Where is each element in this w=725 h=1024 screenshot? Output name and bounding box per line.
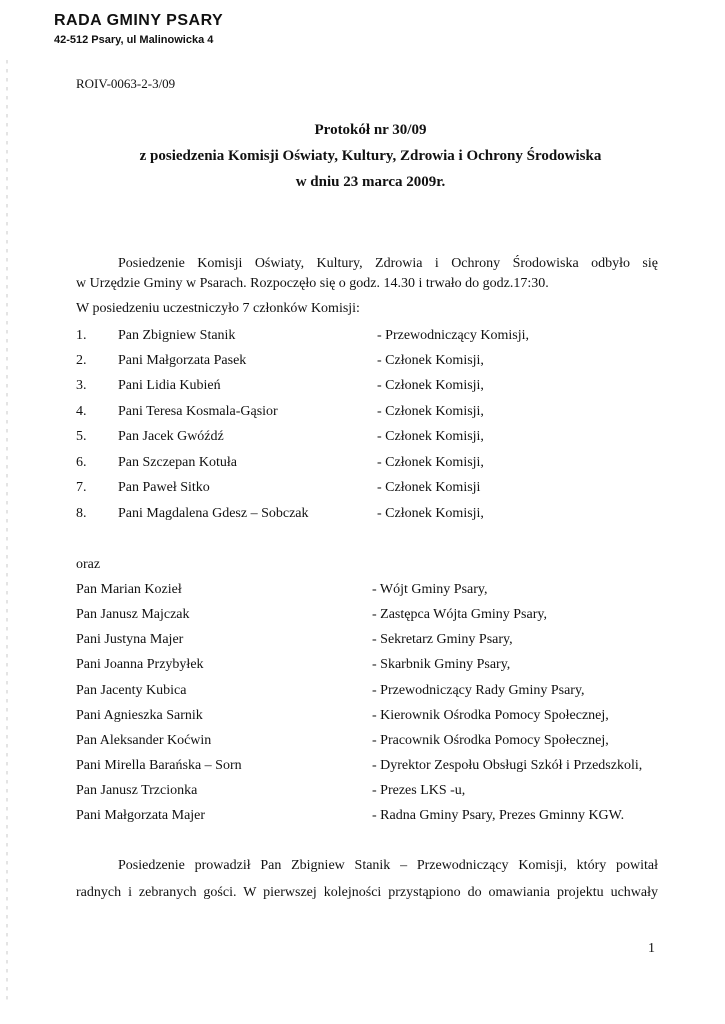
guest-role: - Radna Gminy Psary, Prezes Gminny KGW. bbox=[372, 808, 625, 823]
guest-role: - Zastępca Wójta Gminy Psary, bbox=[372, 607, 547, 622]
member-number: 4. bbox=[76, 404, 87, 419]
protocol-title: Protokół nr 30/09 bbox=[314, 122, 427, 138]
guest-role: - Przewodniczący Rady Gminy Psary, bbox=[372, 683, 585, 698]
guest-name: Pan Aleksander Koćwin bbox=[76, 733, 212, 748]
member-role: - Członek Komisji, bbox=[377, 455, 484, 470]
member-name: Pan Zbigniew Stanik bbox=[118, 328, 236, 343]
member-number: 7. bbox=[76, 480, 87, 495]
member-name: Pani Magdalena Gdesz – Sobczak bbox=[118, 506, 309, 521]
member-number: 8. bbox=[76, 506, 87, 521]
guest-name: Pan Jacenty Kubica bbox=[76, 683, 187, 698]
member-number: 5. bbox=[76, 429, 87, 444]
member-role: - Członek Komisji bbox=[377, 480, 481, 495]
guest-role: - Skarbnik Gminy Psary, bbox=[372, 657, 511, 672]
member-number: 6. bbox=[76, 455, 87, 470]
guest-name: Pani Agnieszka Sarnik bbox=[76, 708, 203, 723]
intro-line-3: W posiedzeniu uczestniczyło 7 członków Komisji: bbox=[76, 301, 360, 316]
guest-name: Pani Justyna Majer bbox=[76, 632, 184, 647]
member-name: Pan Jacek Gwóźdź bbox=[118, 429, 224, 444]
member-role: - Członek Komisji, bbox=[377, 429, 484, 444]
member-role: - Członek Komisji, bbox=[377, 506, 484, 521]
guest-name: Pan Marian Kozieł bbox=[76, 582, 182, 597]
guest-role: - Prezes LKS -u, bbox=[372, 783, 466, 798]
protocol-subtitle: z posiedzenia Komisji Oświaty, Kultury, Zdrowia i Ochrony Środowiska bbox=[139, 148, 602, 164]
member-number: 2. bbox=[76, 353, 87, 368]
member-number: 3. bbox=[76, 378, 87, 393]
guest-role: - Kierownik Ośrodka Pomocy Społecznej, bbox=[372, 708, 609, 723]
member-role: - Przewodniczący Komisji, bbox=[377, 328, 530, 343]
member-role: - Członek Komisji, bbox=[377, 378, 484, 393]
member-name: Pani Teresa Kosmala-Gąsior bbox=[118, 404, 278, 419]
guest-name: Pani Małgorzata Majer bbox=[76, 808, 206, 823]
member-number: 1. bbox=[76, 328, 87, 343]
page-number: 1 bbox=[648, 941, 655, 956]
guest-role: - Wójt Gminy Psary, bbox=[372, 582, 488, 597]
closing-paragraph bbox=[76, 852, 658, 906]
member-name: Pani Małgorzata Pasek bbox=[118, 353, 247, 368]
oraz-label: oraz bbox=[76, 557, 101, 572]
member-name: Pan Paweł Sitko bbox=[118, 480, 210, 495]
intro-paragraph bbox=[76, 252, 658, 275]
org-address: 42-512 Psary, ul Malinowicka 4 bbox=[54, 34, 214, 46]
guest-name: Pani Joanna Przybyłek bbox=[76, 657, 204, 672]
member-name: Pan Szczepan Kotuła bbox=[118, 455, 237, 470]
guest-name: Pan Janusz Majczak bbox=[76, 607, 190, 622]
guest-role: - Dyrektor Zespołu Obsługi Szkół i Przedszkoli, bbox=[372, 758, 643, 773]
guest-name: Pani Mirella Barańska – Sorn bbox=[76, 758, 242, 773]
member-role: - Członek Komisji, bbox=[377, 404, 484, 419]
reference-number: ROIV-0063-2-3/09 bbox=[76, 76, 176, 91]
guest-name: Pan Janusz Trzcionka bbox=[76, 783, 198, 798]
intro-line-2: w Urzędzie Gminy w Psarach. Rozpoczęło się o godz. 14.30 i trwało do godz.17:30. bbox=[76, 276, 549, 291]
intro-line-1: Posiedzenie Komisji Oświaty, Kultury, Zdrowia i Ochrony Środowiska odbyło się bbox=[118, 256, 658, 271]
member-name: Pani Lidia Kubień bbox=[118, 378, 221, 393]
org-name: RADA GMINY PSARY bbox=[54, 12, 224, 29]
scan-margin-marks bbox=[6, 60, 8, 1000]
closing-line-1: Posiedzenie prowadził Pan Zbigniew Stanik – Przewodniczący Komisji, który powitał bbox=[118, 858, 658, 873]
closing-line-2: radnych i zebranych gości. W pierwszej kolejności przystąpiono do omawiania projektu uchwały bbox=[76, 885, 658, 900]
guest-role: - Sekretarz Gminy Psary, bbox=[372, 632, 513, 647]
member-role: - Członek Komisji, bbox=[377, 353, 484, 368]
protocol-date: w dniu 23 marca 2009r. bbox=[295, 174, 446, 190]
guest-role: - Pracownik Ośrodka Pomocy Społecznej, bbox=[372, 733, 609, 748]
